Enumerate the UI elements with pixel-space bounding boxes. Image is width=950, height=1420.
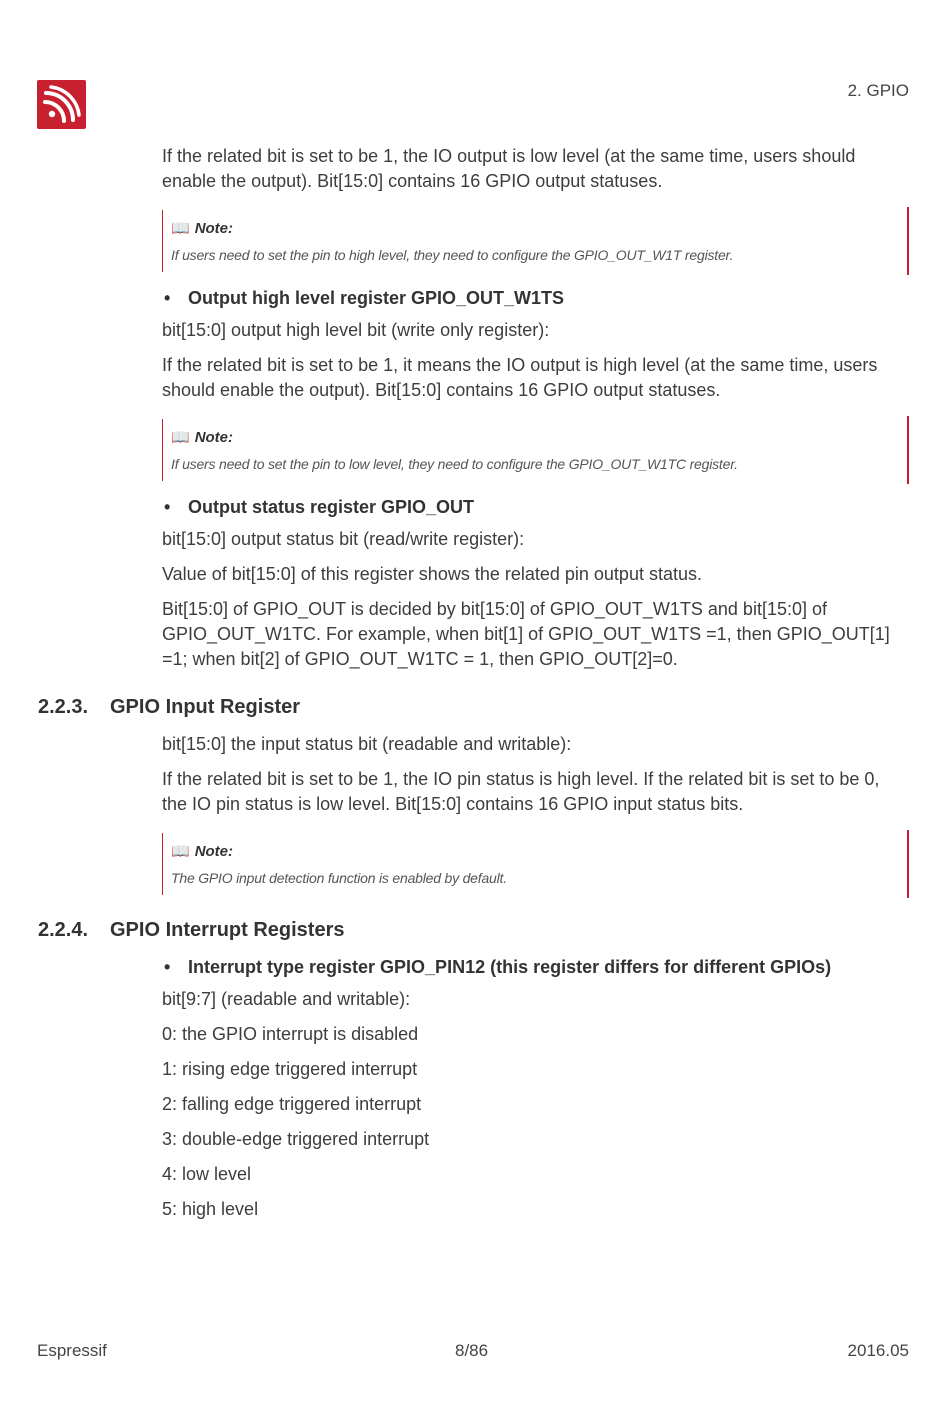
book-icon: 📖 xyxy=(171,429,190,446)
note-title: Note: xyxy=(194,220,234,237)
list-item: 1: rising edge triggered interrupt xyxy=(162,1059,418,1079)
note-body: The GPIO input detection function is enabled by default. xyxy=(171,870,507,886)
list-item: 0: the GPIO interrupt is disabled xyxy=(162,1024,419,1044)
book-icon: 📖 xyxy=(171,220,190,237)
interrupt-line1: bit[9:7] (readable and writable): xyxy=(162,989,411,1009)
footer-date: 2016.05 xyxy=(847,1341,909,1360)
out-line1: bit[15:0] output status bit (read/write register): xyxy=(162,529,525,549)
bullet-interrupt-type: • Interrupt type register GPIO_PIN12 (this register differs for different GPIOs) xyxy=(188,955,907,979)
list-item: 5: high level xyxy=(162,1199,259,1219)
input-line2: If the related bit is set to be 1, the IO pin status is high level. If the related bit is set to be 0, the IO pin status is low level. Bit[15:0] contains 16 GPIO input status bits. xyxy=(162,769,880,814)
note-box xyxy=(162,833,907,895)
section-title: GPIO Interrupt Registers xyxy=(110,919,345,941)
book-icon: 📖 xyxy=(171,843,190,860)
espressif-logo-icon xyxy=(37,80,86,129)
w1ts-line2: If the related bit is set to be 1, it means the IO output is high level (at the same time, users should enable the output). Bit[15:0] contains 16 GPIO output statuses. xyxy=(162,355,878,400)
note-box xyxy=(162,419,907,481)
section-title: GPIO Input Register xyxy=(110,696,301,718)
note-box xyxy=(162,210,907,272)
note-title: Note: xyxy=(194,429,234,446)
list-item: 4: low level xyxy=(162,1164,252,1184)
note-title: Note: xyxy=(194,843,234,860)
section-number: 2.2.4. xyxy=(38,919,89,941)
input-line1: bit[15:0] the input status bit (readable and writable): xyxy=(162,734,572,754)
list-item: 3: double-edge triggered interrupt xyxy=(162,1129,430,1149)
note-body: If users need to set the pin to high level, they need to configure the GPIO_OUT_W1T register. xyxy=(171,247,734,263)
out-line2: Value of bit[15:0] of this register shows the related pin output status. xyxy=(162,564,702,584)
w1ts-line1: bit[15:0] output high level bit (write only register): xyxy=(162,320,550,340)
page-content xyxy=(38,144,907,1232)
header-section-title: 2. GPIO xyxy=(847,81,909,100)
list-item: 2: falling edge triggered interrupt xyxy=(162,1094,422,1114)
section-heading-2-2-4 xyxy=(38,917,783,943)
bullet-w1ts: • Output high level register GPIO_OUT_W1TS xyxy=(188,286,907,310)
intro-paragraph: If the related bit is set to be 1, the IO output is low level (at the same time, users should enable the output). Bit[15:0] contains 16 GPIO output statuses. xyxy=(162,146,856,191)
bullet-gpio-out: • Output status register GPIO_OUT xyxy=(188,495,907,519)
footer-company: Espressif xyxy=(37,1341,107,1360)
footer-page-number: 8/86 xyxy=(455,1341,489,1360)
section-heading-2-2-3 xyxy=(38,694,783,720)
section-number: 2.2.3. xyxy=(38,696,89,718)
out-line3: Bit[15:0] of GPIO_OUT is decided by bit[15:0] of GPIO_OUT_W1TS and bit[15:0] of GPIO_OUT_W1TC. For example, when bit[1] of GPIO_OUT_W1TS =1, then GPIO_OUT[1] =1; when bit[2] of GPIO_OUT_W1TC = 1, then GPIO_OUT[2]=0. xyxy=(162,599,890,669)
note-body: If users need to set the pin to low level, they need to configure the GPIO_OUT_W1TC register. xyxy=(171,456,738,472)
